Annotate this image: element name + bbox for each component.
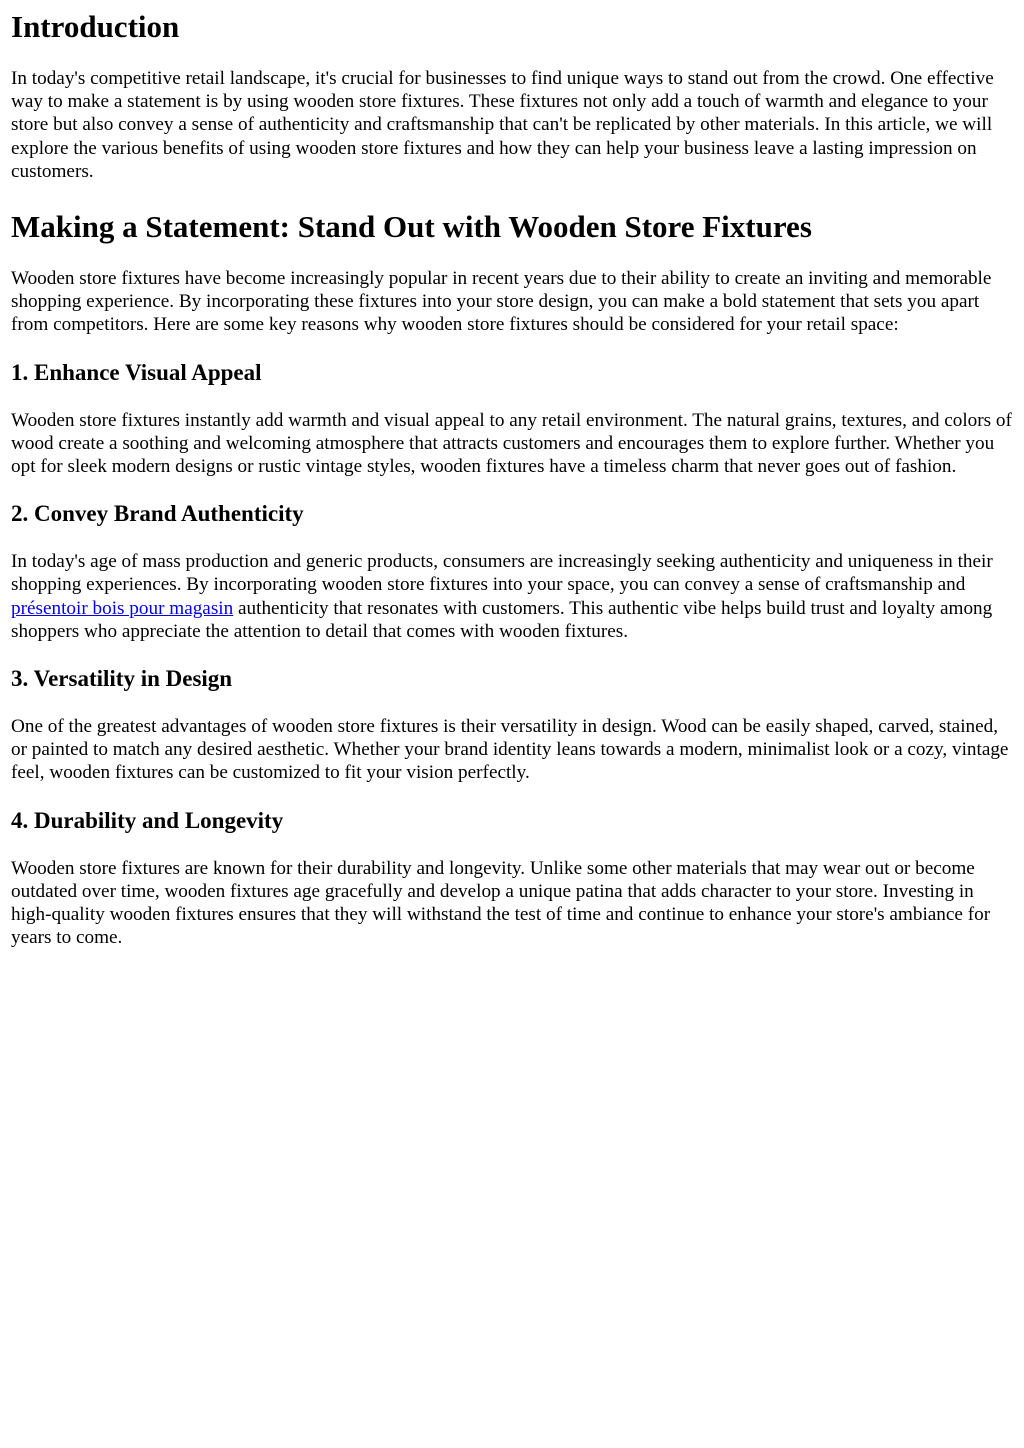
section-heading-visual-appeal: 1. Enhance Visual Appeal xyxy=(11,359,262,385)
section-paragraph-durability: Wooden store fixtures are known for their durability and longevity. Unlike some other materials that may wear out or become outdated over time, wooden fixtures age gracefully and develop a unique patina that adds character to your store. Investing in high-quality wooden fixtures ensures that they will withstand the test of time and continue to enhance your store's ambiance for years to come. xyxy=(11,857,991,949)
section-paragraph-visual-appeal: Wooden store fixtures instantly add warmth and visual appeal to any retail environment. The natural grains, textures, and colors of wood create a soothing and welcoming atmosphere that attracts customers and encourages them to explore further. Whether you opt for sleek modern designs or rustic vintage styles, wooden fixtures have a timeless charm that never goes out of fashion. xyxy=(11,409,1012,478)
intro-paragraph: In today's competitive retail landscape, it's crucial for businesses to find unique ways to stand out from the crowd. One effective way to make a statement is by using wooden store fixtures. These fixtures not only add a touch of warmth and elegance to your store but also convey a sense of authenticity and craftsmanship that can't be replicated by other materials. In this article, we will explore the various benefits of using wooden store fixtures and how they can help your business leave a lasting impression on customers. xyxy=(11,68,994,182)
statement-paragraph: Wooden store fixtures have become increasingly popular in recent years due to their ability to create an inviting and memorable shopping experience. By incorporating these fixtures into your store design, you can make a bold statement that sets you apart from competitors. Here are some key reasons why wooden store fixtures should be considered for your retail space: xyxy=(11,268,992,336)
presentoir-bois-link[interactable]: présentoir bois pour magasin xyxy=(11,597,234,619)
section-heading-versatility: 3. Versatility in Design xyxy=(11,666,233,692)
section-paragraph-brand-authenticity xyxy=(11,550,1013,643)
section-heading-brand-authenticity: 2. Convey Brand Authenticity xyxy=(11,501,304,527)
statement-heading: Making a Statement: Stand Out with Wooden Store Fixtures xyxy=(11,209,812,245)
paragraph-text-after-link: authenticity that resonates with customers. This authentic vibe helps build trust and loyalty among shoppers who appreciate the attention to detail that comes with wooden fixtures. xyxy=(11,597,993,642)
intro-heading: Introduction xyxy=(11,9,180,44)
section-heading-durability: 4. Durability and Longevity xyxy=(11,807,284,833)
paragraph-text-before-link: In today's age of mass production and generic products, consumers are increasingly seeking authenticity and uniqueness in their shopping experiences. By incorporating wooden store fixtures into your space, you can convey a sense of craftsmanship and xyxy=(11,551,993,596)
section-paragraph-versatility: One of the greatest advantages of wooden store fixtures is their versatility in design. Wood can be easily shaped, carved, stained, or painted to match any desired aesthetic. Whether your brand identity leans towards a modern, minimalist look or a cozy, vintage feel, wooden fixtures can be customized to fit your vision perfectly. xyxy=(11,716,1009,784)
